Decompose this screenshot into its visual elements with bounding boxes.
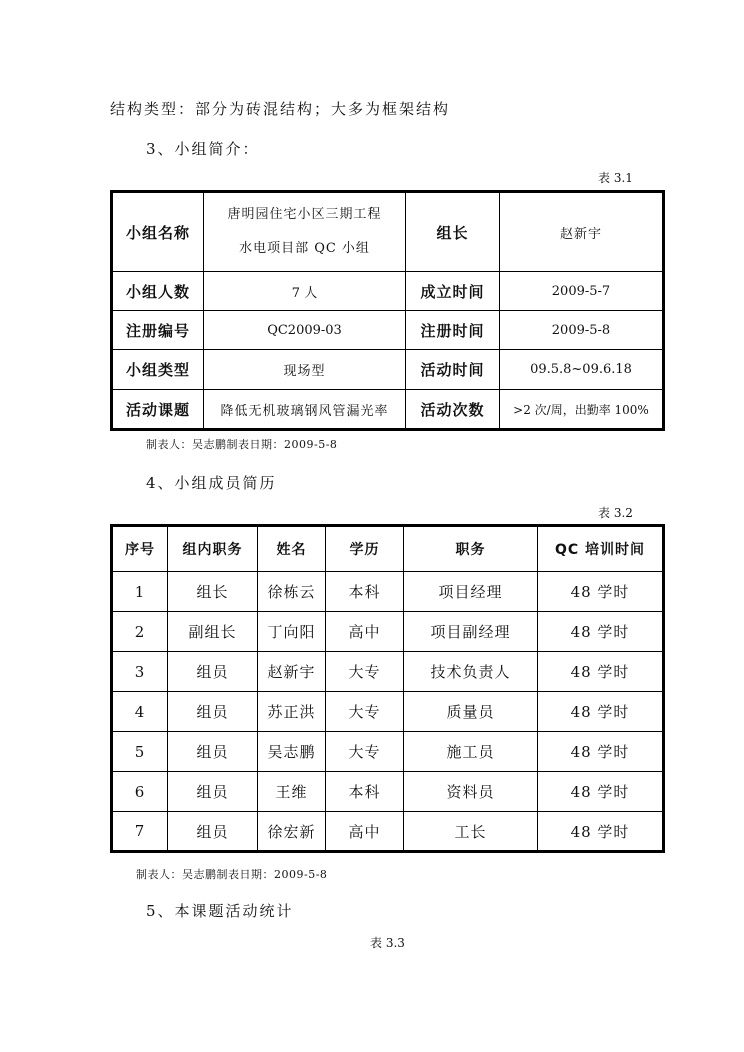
header-education: 学历 bbox=[326, 526, 404, 572]
header-qc-training: QC 培训时间 bbox=[538, 526, 664, 572]
table-3-1-caption: 表 3.1 bbox=[598, 171, 633, 185]
table-row bbox=[112, 692, 664, 732]
members-table-body bbox=[112, 572, 664, 852]
table-row bbox=[112, 812, 664, 852]
team-name-line1: 唐明园住宅小区三期工程 bbox=[227, 207, 382, 222]
label-team-name: 小组名称 bbox=[112, 192, 204, 272]
cell-name: 徐宏新 bbox=[258, 812, 326, 852]
label-reg-date: 注册时间 bbox=[406, 311, 500, 350]
value-team-type: 现场型 bbox=[204, 350, 406, 390]
label-topic: 活动课题 bbox=[112, 390, 204, 430]
cell-name: 徐栋云 bbox=[258, 572, 326, 612]
cell-education: 大专 bbox=[326, 652, 404, 692]
cell-qc-training: 48 学时 bbox=[538, 572, 664, 612]
section3-heading: 3、小组简介： bbox=[146, 140, 260, 158]
cell-index: 1 bbox=[112, 572, 168, 612]
cell-qc-training: 48 学时 bbox=[538, 812, 664, 852]
cell-qc-training: 48 学时 bbox=[538, 652, 664, 692]
table-3-3-caption: 表 3.3 bbox=[370, 936, 405, 950]
table-row bbox=[112, 350, 664, 390]
table-header-row bbox=[112, 526, 664, 572]
cell-team-role: 副组长 bbox=[168, 612, 258, 652]
cell-qc-training: 48 学时 bbox=[538, 612, 664, 652]
cell-team-role: 组员 bbox=[168, 812, 258, 852]
table-3-1-note: 制表人：吴志鹏制表日期：2009-5-8 bbox=[146, 438, 338, 451]
cell-position: 质量员 bbox=[404, 692, 538, 732]
value-leader: 赵新宇 bbox=[500, 192, 664, 272]
cell-index: 7 bbox=[112, 812, 168, 852]
cell-name: 赵新宇 bbox=[258, 652, 326, 692]
cell-index: 2 bbox=[112, 612, 168, 652]
cell-index: 4 bbox=[112, 692, 168, 732]
team-name-line2: 水电项目部 QC 小组 bbox=[239, 241, 370, 256]
cell-index: 3 bbox=[112, 652, 168, 692]
value-topic: 降低无机玻璃钢风管漏光率 bbox=[204, 390, 406, 430]
cell-position: 施工员 bbox=[404, 732, 538, 772]
value-activity-count: >2 次/周，出勤率 100% bbox=[500, 390, 664, 430]
cell-name: 丁向阳 bbox=[258, 612, 326, 652]
table-row bbox=[112, 612, 664, 652]
table-row bbox=[112, 772, 664, 812]
header-name: 姓名 bbox=[258, 526, 326, 572]
section5-heading: 5、本课题活动统计 bbox=[146, 902, 294, 920]
cell-index: 5 bbox=[112, 732, 168, 772]
table-row bbox=[112, 272, 664, 311]
label-team-type: 小组类型 bbox=[112, 350, 204, 390]
cell-team-role: 组员 bbox=[168, 732, 258, 772]
table-row bbox=[112, 390, 664, 430]
table-3-2-note: 制表人：吴志鹏制表日期：2009-5-8 bbox=[136, 868, 328, 881]
cell-education: 大专 bbox=[326, 732, 404, 772]
cell-qc-training: 48 学时 bbox=[538, 692, 664, 732]
table-3-2-caption: 表 3.2 bbox=[598, 506, 633, 520]
label-leader: 组长 bbox=[406, 192, 500, 272]
table-row bbox=[112, 572, 664, 612]
cell-team-role: 组员 bbox=[168, 652, 258, 692]
section4-heading: 4、小组成员简历 bbox=[146, 474, 277, 492]
value-founded: 2009-5-7 bbox=[500, 272, 664, 311]
header-index: 序号 bbox=[112, 526, 168, 572]
value-reg-number: QC2009-03 bbox=[204, 311, 406, 350]
members-table bbox=[110, 524, 665, 853]
cell-education: 本科 bbox=[326, 572, 404, 612]
label-activity-count: 活动次数 bbox=[406, 390, 500, 430]
label-activity-time: 活动时间 bbox=[406, 350, 500, 390]
cell-education: 高中 bbox=[326, 612, 404, 652]
label-founded: 成立时间 bbox=[406, 272, 500, 311]
label-reg-number: 注册编号 bbox=[112, 311, 204, 350]
cell-team-role: 组员 bbox=[168, 772, 258, 812]
cell-position: 项目经理 bbox=[404, 572, 538, 612]
header-team-role: 组内职务 bbox=[168, 526, 258, 572]
cell-education: 本科 bbox=[326, 772, 404, 812]
cell-name: 苏正洪 bbox=[258, 692, 326, 732]
cell-name: 吴志鹏 bbox=[258, 732, 326, 772]
value-team-name bbox=[204, 192, 406, 272]
cell-position: 工长 bbox=[404, 812, 538, 852]
value-member-count: 7 人 bbox=[204, 272, 406, 311]
cell-name: 王维 bbox=[258, 772, 326, 812]
value-activity-time: 09.5.8~09.6.18 bbox=[500, 350, 664, 390]
cell-qc-training: 48 学时 bbox=[538, 732, 664, 772]
cell-education: 大专 bbox=[326, 692, 404, 732]
table-row bbox=[112, 652, 664, 692]
cell-position: 资料员 bbox=[404, 772, 538, 812]
table-row bbox=[112, 192, 664, 272]
cell-index: 6 bbox=[112, 772, 168, 812]
structure-type-line: 结构类型：部分为砖混结构；大多为框架结构 bbox=[110, 100, 451, 118]
table-row bbox=[112, 732, 664, 772]
table-row bbox=[112, 311, 664, 350]
cell-position: 项目副经理 bbox=[404, 612, 538, 652]
cell-qc-training: 48 学时 bbox=[538, 772, 664, 812]
team-intro-table bbox=[110, 190, 665, 431]
cell-team-role: 组员 bbox=[168, 692, 258, 732]
value-reg-date: 2009-5-8 bbox=[500, 311, 664, 350]
cell-position: 技术负责人 bbox=[404, 652, 538, 692]
cell-education: 高中 bbox=[326, 812, 404, 852]
label-member-count: 小组人数 bbox=[112, 272, 204, 311]
cell-team-role: 组长 bbox=[168, 572, 258, 612]
header-position: 职务 bbox=[404, 526, 538, 572]
